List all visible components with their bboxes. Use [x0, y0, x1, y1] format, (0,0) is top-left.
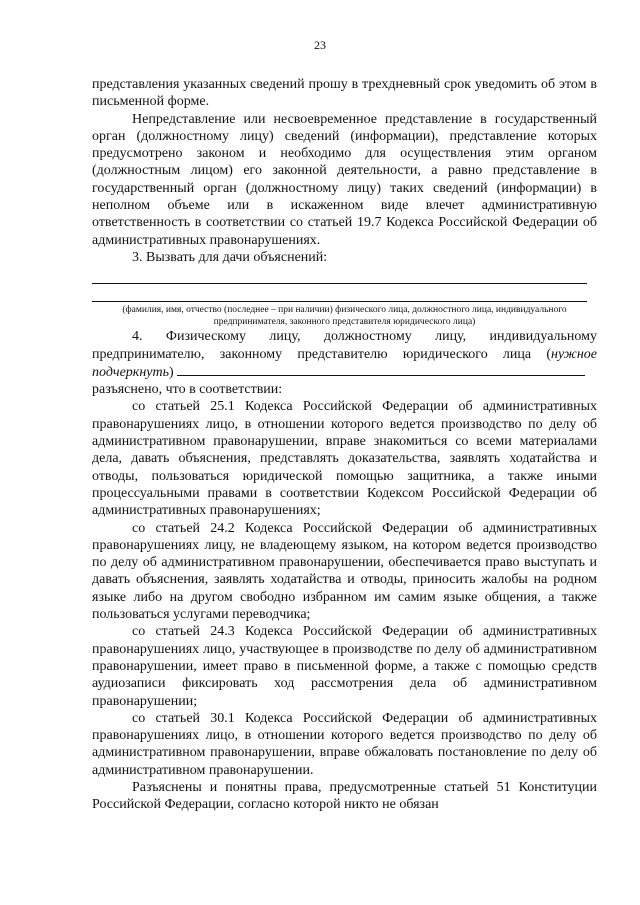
paragraph-liability: Непредставление или несвоевременное представление в государственный орган (должностному лицу) сведений (информации), представление которых предусмотрено законом и необходимо для осуществления этим органом (должностным лицом) его законной деятельности, а равно представление в государственный орган (должностному лицу) таких сведений (информации) в неполном объеме или в искаженном виде влечет административную ответственность в соответствии со статьей 19.7 Кодекса Российской Федерации об административных правонарушениях. — [92, 111, 597, 248]
rights-intro-text: 4. Физическому лицу, должностному лицу, индивидуальному предпринимателю, законному представителю юридического лица ( — [92, 329, 597, 362]
paragraph-article-25-1: со статьей 25.1 Кодекса Российской Федерации об административных правонарушениях лицо, в отношении которого ведется производство по делу об административном правонарушении, вправе знакомиться со всеми материалами дела, давать объяснения, представлять доказательства, заявлять ходатайства и отводы, пользоваться юридической помощью защитника, а также иными процессуальными правами в соответствии Кодексом Российской Федерации об административных правонарушениях; — [92, 399, 597, 519]
fill-line-summoned-person-2 — [92, 301, 587, 302]
paragraph-article-30-1: со статьей 30.1 Кодекса Российской Федерации об административных правонарушениях лицо, в отношении которого ведется производство по делу об административном правонарушении, вправе обжаловать постановление по делу об административном правонарушении. — [92, 710, 597, 778]
paragraph-rights-explained — [92, 328, 597, 381]
paragraph-article-24-3: со статьей 24.3 Кодекса Российской Федерации об административных правонарушениях лицо, участвующее в производстве по делу об административном правонарушении, имеет право в письменной форме, а также с помощью средств аудиозаписи фиксировать ход рассмотрения дела об административном правонарушении; — [92, 624, 597, 709]
fill-line-person-type — [177, 363, 585, 376]
paragraph-notice-deadline: представления указанных сведений прошу в трехдневный срок уведомить об этом в письменной форме. — [92, 77, 597, 110]
underline-hint: нужное подчеркнуть — [92, 346, 597, 380]
fill-line-caption: (фамилия, имя, отчество (последнее – при наличии) физического лица, должностного лица, индивидуального предпринимателя, законного представителя юридического лица) — [122, 305, 567, 328]
paragraph-article-24-2: со статьей 24.2 Кодекса Российской Федерации об административных правонарушениях лицу, не владеющему языком, на котором ведется производство по делу об административном правонарушении, обеспечивается право выступать и давать объяснения, заявлять ходатайства и отводы, приносить жалобы на родном языке либо на другом свободно избранном им самим языке общения, а также пользоваться услугами переводчика; — [92, 520, 597, 623]
paragraph-constitution-51: Разъяснены и понятны права, предусмотренные статьей 51 Конституции Российской Федерации, согласно которой никто не обязан — [92, 779, 597, 813]
rights-intro-close: ) — [168, 364, 174, 380]
document-body — [92, 76, 597, 814]
fill-line-summoned-person — [92, 283, 587, 284]
page-number: 23 — [314, 38, 326, 52]
paragraph-summon: 3. Вызвать для дачи объяснений: — [132, 249, 328, 265]
paragraph-rights-cont: разъяснено, что в соответствии: — [92, 382, 283, 398]
